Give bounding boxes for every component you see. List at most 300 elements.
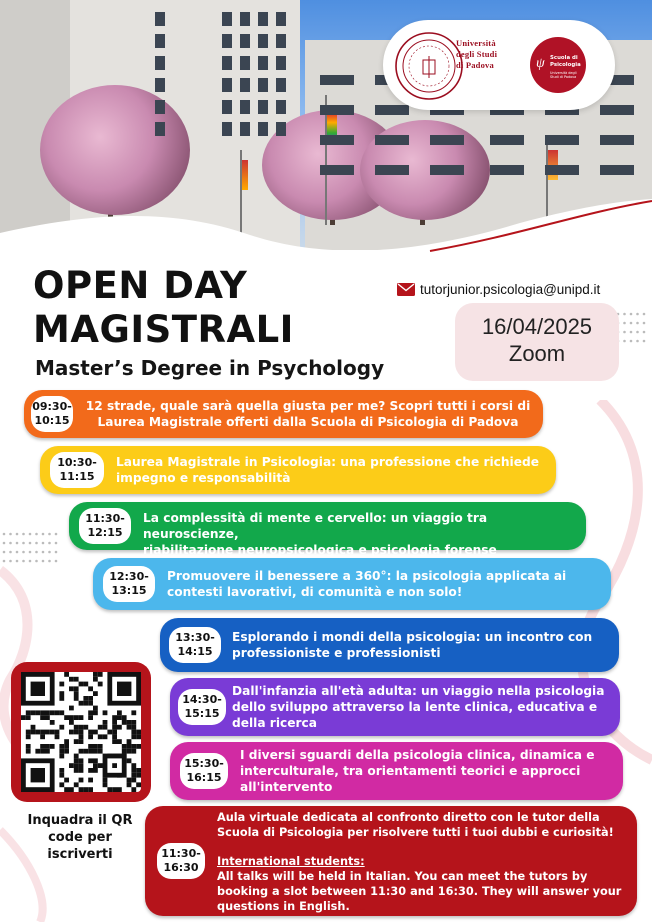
time-start: 11:30- — [85, 512, 125, 525]
building-window — [490, 165, 524, 175]
qr-module — [127, 782, 132, 787]
qr-module — [117, 725, 122, 730]
qr-module — [107, 730, 112, 735]
qr-module — [45, 744, 50, 749]
qr-module — [59, 768, 64, 773]
qr-module — [40, 734, 45, 739]
qr-module — [93, 706, 98, 711]
qr-module — [107, 787, 112, 792]
qr-module — [74, 739, 79, 744]
qr-module — [131, 730, 136, 735]
qr-module — [93, 749, 98, 754]
building-window — [320, 135, 354, 145]
building-window — [240, 100, 250, 114]
schedule-description — [217, 810, 633, 914]
building-window — [240, 78, 250, 92]
qr-module — [79, 715, 84, 720]
qr-module — [40, 744, 45, 749]
qr-module — [74, 758, 79, 763]
schedule-time — [157, 843, 205, 879]
building-window — [222, 34, 232, 48]
qr-caption — [15, 812, 145, 863]
building-window — [276, 122, 286, 136]
building-window — [320, 75, 354, 85]
qr-module — [117, 682, 131, 696]
envelope-icon — [397, 283, 415, 296]
qr-module — [55, 710, 60, 715]
qr-module — [131, 710, 136, 715]
description-line: Laurea Magistrale in Psicologia: una professione che richiede — [116, 455, 539, 469]
description-line: La complessità di mente e cervello: un viaggio tra neuroscienze, — [143, 511, 488, 541]
qr-module — [74, 691, 79, 696]
time-start: 15:30- — [184, 757, 224, 770]
qr-module — [79, 758, 84, 763]
qr-module — [64, 715, 69, 720]
qr-module — [40, 710, 45, 715]
qr-module — [131, 744, 136, 749]
time-end: 11:15 — [59, 470, 95, 483]
qr-module — [88, 701, 93, 706]
qr-module — [136, 782, 141, 787]
qr-module — [69, 763, 74, 768]
qr-module — [127, 739, 132, 744]
building-window — [240, 56, 250, 70]
decor-dot — [623, 340, 626, 343]
qr-module — [88, 768, 93, 773]
qr-module — [31, 682, 45, 696]
qr-module — [131, 720, 136, 725]
qr-module — [88, 715, 93, 720]
qr-module — [88, 749, 93, 754]
schedule-description — [232, 683, 614, 731]
header-wave — [0, 195, 652, 265]
decor-dot — [630, 313, 633, 316]
description-line: Promuovere il benessere a 360°: la psicologia applicata ai — [167, 569, 567, 583]
qr-module — [40, 715, 45, 720]
qr-module — [59, 744, 64, 749]
qr-module — [136, 734, 141, 739]
qr-module — [93, 691, 98, 696]
building-window — [222, 12, 232, 26]
contact-email-row[interactable] — [397, 280, 600, 298]
qr-module — [26, 749, 31, 754]
qr-module — [26, 744, 31, 749]
qr-module — [131, 763, 136, 768]
description-line: 12 strade, quale sarà quella giusta per me? Scopri tutti i corsi di — [85, 399, 531, 413]
qr-module — [45, 715, 50, 720]
time-end: 10:15 — [34, 414, 70, 427]
qr-module — [79, 730, 84, 735]
schedule-item — [24, 390, 543, 438]
decor-dot — [630, 331, 633, 334]
description-line: all'intervento — [240, 780, 333, 794]
qr-module — [69, 787, 74, 792]
time-start: 13:30- — [175, 631, 215, 644]
title-line-1: OPEN DAY — [33, 264, 248, 307]
qr-module — [64, 749, 69, 754]
qr-module — [45, 710, 50, 715]
qr-module — [79, 749, 84, 754]
qr-module — [136, 768, 141, 773]
qr-module — [112, 739, 117, 744]
qr-module — [112, 763, 117, 768]
qr-module — [98, 744, 103, 749]
building-window — [222, 122, 232, 136]
qr-module — [35, 710, 40, 715]
qr-module — [64, 672, 69, 677]
qr-module — [112, 715, 117, 720]
logo-card — [383, 20, 615, 110]
qr-module — [26, 710, 31, 715]
schedule-time — [103, 566, 155, 602]
qr-module — [40, 749, 45, 754]
qr-module — [35, 749, 40, 754]
schedule-time — [178, 689, 226, 725]
qr-module — [136, 730, 141, 735]
building-window — [545, 135, 579, 145]
qr-module — [131, 749, 136, 754]
qr-module — [83, 749, 88, 754]
decor-dot — [623, 331, 626, 334]
schedule-description — [240, 747, 618, 795]
qr-frame — [11, 662, 151, 802]
qr-module — [74, 768, 79, 773]
qr-module — [112, 787, 117, 792]
qr-module — [26, 715, 31, 720]
qr-module — [83, 725, 88, 730]
schedule-description — [167, 568, 605, 600]
qr-module — [127, 720, 132, 725]
schedule-description — [116, 454, 548, 486]
decor-dot — [636, 313, 639, 316]
qr-module — [98, 682, 103, 687]
qr-module — [112, 725, 117, 730]
building-window — [320, 105, 354, 115]
qr-module — [103, 720, 108, 725]
schedule-description — [232, 629, 612, 661]
qr-module — [69, 677, 74, 682]
qr-module — [64, 739, 69, 744]
description-line: interculturale, tra orientamenti teorici e approcci — [240, 764, 581, 778]
qr-module — [122, 749, 127, 754]
qr-module — [74, 763, 79, 768]
qr-module — [64, 744, 69, 749]
time-end: 16:15 — [186, 771, 222, 784]
qr-module — [88, 696, 93, 701]
description-line: booking a slot between 11:30 and 16:30. They will answer your — [217, 885, 622, 898]
schedule-item — [160, 618, 619, 672]
subtitle: Master’s Degree in Psychology — [35, 356, 385, 380]
qr-module — [103, 778, 108, 783]
description-line: All talks will be held in Italian. You can meet the tutors by — [217, 870, 588, 883]
qr-module — [79, 768, 84, 773]
school-mark-icon: ψ — [536, 56, 545, 71]
qr-module — [74, 686, 79, 691]
qr-caption-line: code per — [48, 830, 112, 845]
building-window — [155, 12, 165, 26]
building-window — [375, 165, 409, 175]
building-window — [258, 100, 268, 114]
qr-module — [79, 763, 84, 768]
building-window — [258, 122, 268, 136]
qr-module — [117, 710, 122, 715]
qr-module — [103, 734, 108, 739]
qr-module — [88, 710, 93, 715]
qr-module — [112, 734, 117, 739]
building-window — [490, 135, 524, 145]
qr-module — [69, 706, 74, 711]
decor-dot — [630, 340, 633, 343]
qr-module — [59, 682, 64, 687]
building-window — [222, 78, 232, 92]
building-window — [545, 165, 579, 175]
building-window — [600, 135, 634, 145]
decor-dot — [636, 340, 639, 343]
qr-module — [83, 787, 88, 792]
building-window — [600, 165, 634, 175]
qr-module — [74, 725, 79, 730]
qr-module — [55, 734, 60, 739]
qr-module — [79, 787, 84, 792]
qr-caption-line: iscriverti — [47, 847, 113, 862]
qr-module — [59, 773, 64, 778]
building-window — [258, 78, 268, 92]
description-line: riabilitazione neuropsicologica e psicologia forense — [143, 543, 497, 557]
qr-module — [103, 710, 108, 715]
qr-module — [35, 730, 40, 735]
university-name-line: degli Studi — [456, 49, 498, 59]
qr-module — [21, 715, 26, 720]
schedule-time — [50, 452, 104, 488]
building-window — [155, 78, 165, 92]
qr-module — [122, 715, 127, 720]
qr-module — [117, 715, 122, 720]
qr-module — [40, 730, 45, 735]
time-end: 14:15 — [177, 645, 213, 658]
qr-module — [83, 701, 88, 706]
qr-module — [112, 720, 117, 725]
time-end: 13:15 — [111, 584, 147, 597]
description-line: Scuola di Psicologia per risolvere tutti i tuoi dubbi e curiosità! — [217, 826, 614, 839]
schedule-time — [79, 508, 131, 544]
title-line-2: MAGISTRALI — [33, 308, 294, 351]
building-window — [276, 78, 286, 92]
qr-caption-line: Inquadra il QR — [27, 813, 133, 828]
qr-module — [131, 734, 136, 739]
qr-module — [79, 739, 84, 744]
building-window — [600, 105, 634, 115]
qr-module — [59, 710, 64, 715]
qr-module — [74, 754, 79, 759]
building-window — [430, 165, 464, 175]
time-end: 16:30 — [163, 861, 199, 874]
building-window — [276, 12, 286, 26]
qr-module — [88, 787, 93, 792]
building-window — [155, 34, 165, 48]
building-window — [240, 34, 250, 48]
schedule-item — [145, 806, 637, 916]
qr-module — [59, 749, 64, 754]
flag — [242, 160, 248, 190]
qr-module — [31, 768, 45, 782]
description-line: impegno e responsabilità — [116, 471, 291, 485]
schedule-item — [69, 502, 586, 557]
qr-module — [31, 725, 36, 730]
decor-dot — [636, 331, 639, 334]
qr-module — [26, 734, 31, 739]
qr-module — [122, 744, 127, 749]
building-window — [240, 12, 250, 26]
university-seal-icon — [393, 30, 465, 102]
qr-module — [55, 730, 60, 735]
qr-module — [69, 730, 74, 735]
school-subtitle: Università degli Studi di Padova — [550, 71, 577, 79]
decor-dot — [643, 331, 646, 334]
time-start: 10:30- — [57, 456, 97, 469]
qr-module — [122, 720, 127, 725]
building-window — [240, 122, 250, 136]
schedule-time — [180, 753, 228, 789]
building-window — [276, 34, 286, 48]
building-window — [258, 12, 268, 26]
qr-module — [98, 763, 103, 768]
description-line: dello sviluppo attraverso la lente clinica, educativa e — [232, 700, 598, 714]
qr-module — [93, 730, 98, 735]
event-date: 16/04/2025 — [481, 314, 593, 339]
decor-dot — [636, 322, 639, 325]
building-window — [276, 56, 286, 70]
building-window — [155, 56, 165, 70]
qr-module — [79, 701, 84, 706]
university-name-line: di Padova — [456, 60, 494, 70]
qr-module — [64, 778, 69, 783]
qr-module — [50, 710, 55, 715]
qr-module — [88, 778, 93, 783]
time-start: 11:30- — [161, 847, 201, 860]
qr-module — [59, 691, 64, 696]
description-line: contesti lavorativi, di comunità e non solo! — [167, 585, 463, 599]
qr-module — [117, 739, 122, 744]
building-window — [258, 56, 268, 70]
qr-module — [59, 696, 64, 701]
qr-module — [98, 672, 103, 677]
qr-module — [127, 749, 132, 754]
description-line: I diversi sguardi della psicologia clinica, dinamica e — [240, 748, 595, 762]
qr-module — [88, 730, 93, 735]
qr-module — [131, 787, 136, 792]
qr-module — [98, 749, 103, 754]
qr-module — [93, 744, 98, 749]
contact-email[interactable]: tutorjunior.psicologia@unipd.it — [420, 281, 601, 297]
qr-module — [31, 730, 36, 735]
school-name — [550, 55, 584, 68]
qr-module — [79, 778, 84, 783]
qr-module — [127, 758, 132, 763]
building-window — [375, 105, 409, 115]
qr-module — [93, 768, 98, 773]
qr-module — [69, 715, 74, 720]
schedule-item — [170, 678, 620, 736]
qr-module — [103, 782, 108, 787]
university-name — [456, 38, 531, 71]
time-end: 12:15 — [87, 526, 123, 539]
time-start: 09:30- — [32, 400, 72, 413]
schedule-time — [31, 396, 73, 432]
decor-dot — [630, 322, 633, 325]
qr-module — [45, 730, 50, 735]
qr-module — [131, 768, 136, 773]
qr-module — [59, 725, 64, 730]
schedule-item — [93, 558, 611, 610]
international-students-heading: International students: — [217, 855, 365, 868]
qr-module — [26, 730, 31, 735]
qr-module — [50, 730, 55, 735]
qr-module — [79, 725, 84, 730]
school-name-line: Psicologia — [550, 61, 581, 68]
qr-module — [98, 734, 103, 739]
qr-module — [79, 682, 84, 687]
qr-module — [83, 682, 88, 687]
description-line: della ricerca — [232, 716, 317, 730]
decor-dot — [623, 313, 626, 316]
schedule-item — [170, 742, 623, 800]
decor-dot — [623, 322, 626, 325]
qr-module — [88, 744, 93, 749]
qr-module — [74, 677, 79, 682]
building-window — [320, 165, 354, 175]
qr-module — [131, 725, 136, 730]
qr-module — [131, 778, 136, 783]
qr-module — [59, 782, 64, 787]
qr-module — [74, 730, 79, 735]
qr-module — [50, 744, 55, 749]
qr-module — [93, 672, 98, 677]
school-logo — [530, 37, 586, 93]
qr-module — [45, 749, 50, 754]
schedule-item — [40, 446, 556, 494]
description-line: professioniste e professionisti — [232, 646, 441, 660]
qr-module — [93, 763, 98, 768]
qr-module — [131, 773, 136, 778]
qr-module — [93, 710, 98, 715]
qr-module — [88, 686, 93, 691]
qr-module — [93, 677, 98, 682]
building-window — [155, 100, 165, 114]
qr-module — [69, 720, 74, 725]
qr-module — [136, 773, 141, 778]
building-window — [276, 100, 286, 114]
qr-module — [88, 734, 93, 739]
building-window — [222, 100, 232, 114]
qr-module — [64, 787, 69, 792]
qr-module — [74, 715, 79, 720]
time-start: 14:30- — [182, 693, 222, 706]
qr-module — [59, 754, 64, 759]
qr-module — [83, 696, 88, 701]
event-platform: Zoom — [508, 341, 566, 366]
qr-module — [31, 710, 36, 715]
qr-module — [127, 744, 132, 749]
event-date-box — [455, 303, 619, 381]
qr-module — [127, 725, 132, 730]
qr-module — [74, 696, 79, 701]
schedule-description — [143, 510, 581, 558]
qr-code[interactable] — [21, 672, 141, 792]
description-line: Dall'infanzia all'età adulta: un viaggio nella psicologia — [232, 684, 605, 698]
qr-module — [79, 734, 84, 739]
building-window — [375, 135, 409, 145]
qr-module — [88, 758, 93, 763]
